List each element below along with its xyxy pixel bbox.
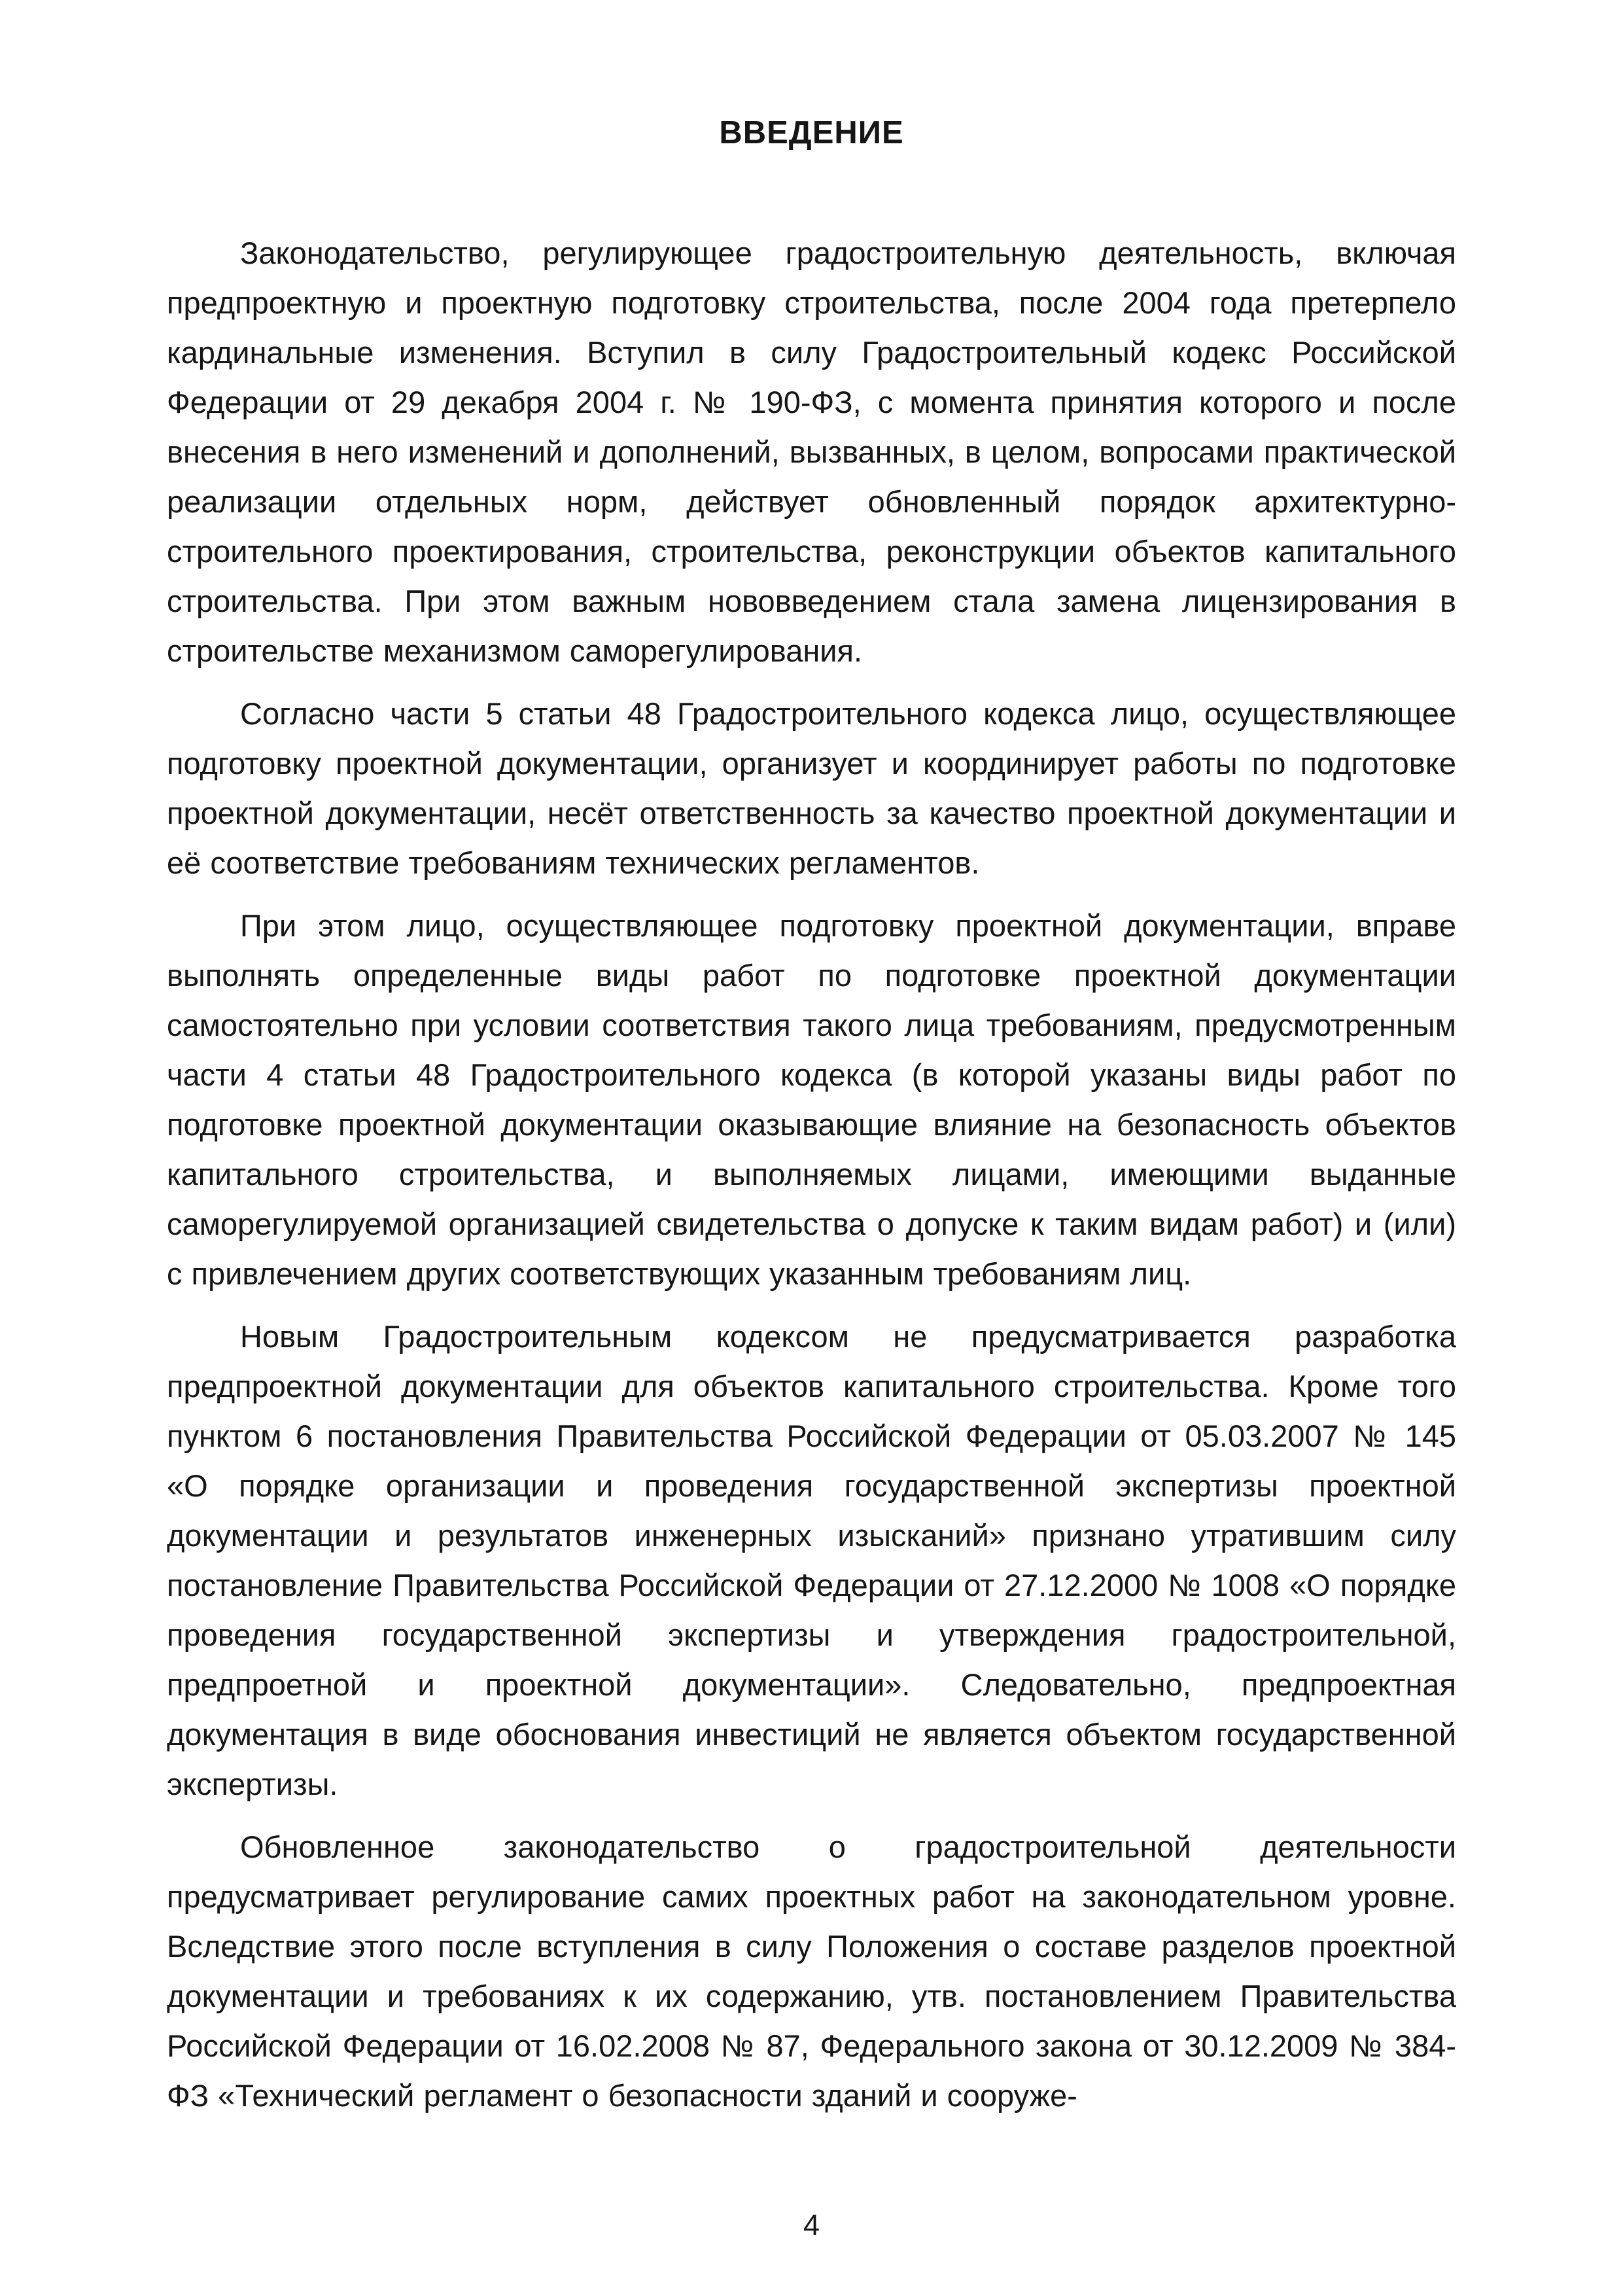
paragraph-3: При этом лицо, осуществляющее подготовку проектной документации, вправе выполнять определенные виды работ по подготовке проектной документации самостоятельно при условии соответствия такого лица требованиям, предусмотренным части 4 статьи 48 Градостроительного кодекса (в которой указаны виды работ по подготовке проектной документации оказывающие влияние на безопасность объектов капитального строительства, и выполняемых лицами, имеющими выданные саморегулируемой организацией свидетельства о допуске к таким видам работ) и (или) с привлечением других соответствующих указанным требованиям лиц. [167, 908, 1456, 1291]
paragraph-5: Обновленное законодательство о градостроительной деятельности предусматривает регулирование самих проектных работ на законодательном уровне. Вследствие этого после вступления в силу Положения о составе разделов проектной документации и требованиях к их содержанию, утв. постановлением Правительства Российской Федерации от 16.02.2008 № 87, Федерального закона от 30.12.2009 № 384-ФЗ «Технический регламент о безопасности зданий и сооруже- [167, 1829, 1456, 2113]
page-title: ВВЕДЕНИЕ [719, 115, 904, 150]
paragraph-2: Согласно части 5 статьи 48 Градостроительного кодекса лицо, осуществляющее подготовку проектной документации, организует и координирует работы по подготовке проектной документации, несёт ответственность за качество проектной документации и её соответствие требованиям технических регламентов. [167, 696, 1456, 880]
paragraph-4: Новым Градостроительным кодексом не предусматривается разработка предпроектной документации для объектов капитального строительства. Кроме того пунктом 6 постановления Правительства Российской Федерации от 05.03.2007 № 145 «О порядке организации и проведения государственной экспертизы проектной документации и результатов инженерных изысканий» признано утратившим силу постановление Правительства Российской Федерации от 27.12.2000 № 1008 «О порядке проведения государственной экспертизы и утверждения градостроительной, предпроетной и проектной документации». Следовательно, предпроектная документация в виде обоснования инвестиций не является объектом государственной экспертизы. [167, 1319, 1456, 1801]
page-number: 4 [803, 2208, 820, 2242]
paragraph-1: Законодательство, регулирующее градостроительную деятельность, включая предпроектную и проектную подготовку строительства, после 2004 года претерпело кардинальные изменения. Вступил в силу Градостроительный кодекс Российской Федерации от 29 декабря 2004 г. № 190-ФЗ, с момента принятия которого и после внесения в него изменений и дополнений, вызванных, в целом, вопросами практической реализации отдельных норм, действует обновленный порядок архитектурно-строительного проектирования, строительства, реконструкции объектов капитального строительства. При этом важным нововведением стала замена лицензирования в строительстве механизмом саморегулирования. [167, 236, 1456, 668]
